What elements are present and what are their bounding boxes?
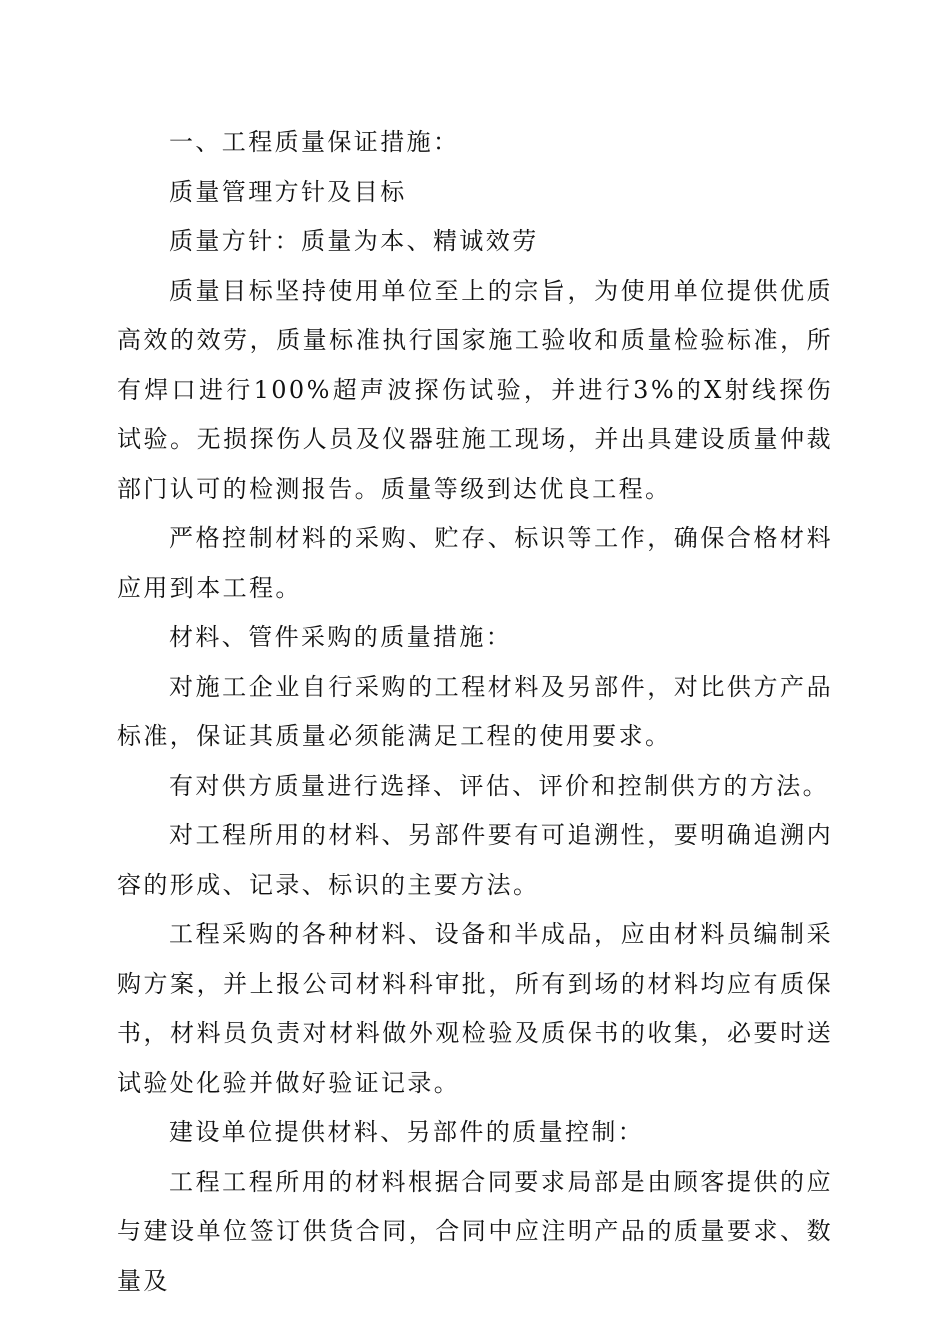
paragraph-quality-goal: 质量目标坚持使用单位至上的宗旨，为使用单位提供优质高效的效劳，质量标准执行国家施工验收和质量检验标准，所有焊口进行100%超声波探伤试验，并进行3%的X射线探伤试验。无损探伤人员及仪器驻施工现场，并出具建设质量仲裁部门认可的检测报告。质量等级到达优良工程。 bbox=[117, 276, 833, 503]
subheading-procurement-measures: 材料、管件采购的质量措施： bbox=[169, 623, 513, 651]
document-page bbox=[117, 118, 833, 1306]
paragraph-traceability: 对工程所用的材料、另部件要有可追溯性，要明确追溯内容的形成、记录、标识的主要方法。 bbox=[117, 821, 833, 899]
paragraph-supplier-evaluation: 有对供方质量进行选择、评估、评价和控制供方的方法。 bbox=[169, 771, 829, 800]
paragraph-client-supply-contract: 工程工程所用的材料根据合同要求局部是由顾客提供的应与建设单位签订供货合同，合同中应注明产品的质量要求、数量及 bbox=[117, 1167, 833, 1295]
paragraph-quality-policy: 质量方针：质量为本、精诚效劳 bbox=[169, 227, 539, 255]
section-heading: 一、工程质量保证措施： bbox=[169, 128, 460, 156]
paragraph-procurement-plan: 工程采购的各种材料、设备和半成品，应由材料员编制采购方案，并上报公司材料科审批，所有到场的材料均应有质保书，材料员负责对材料做外观检验及质保书的收集，必要时送试验处化验并做好验证记录。 bbox=[117, 920, 833, 1097]
paragraph-material-control: 严格控制材料的采购、贮存、标识等工作，确保合格材料应用到本工程。 bbox=[117, 524, 833, 602]
paragraph-self-procurement: 对施工企业自行采购的工程材料及另部件，对比供方产品标准，保证其质量必须能满足工程的使用要求。 bbox=[117, 672, 833, 750]
subheading-quality-policy-goals: 质量管理方针及目标 bbox=[169, 177, 407, 206]
subheading-client-supplied-materials: 建设单位提供材料、另部件的质量控制： bbox=[169, 1118, 645, 1146]
